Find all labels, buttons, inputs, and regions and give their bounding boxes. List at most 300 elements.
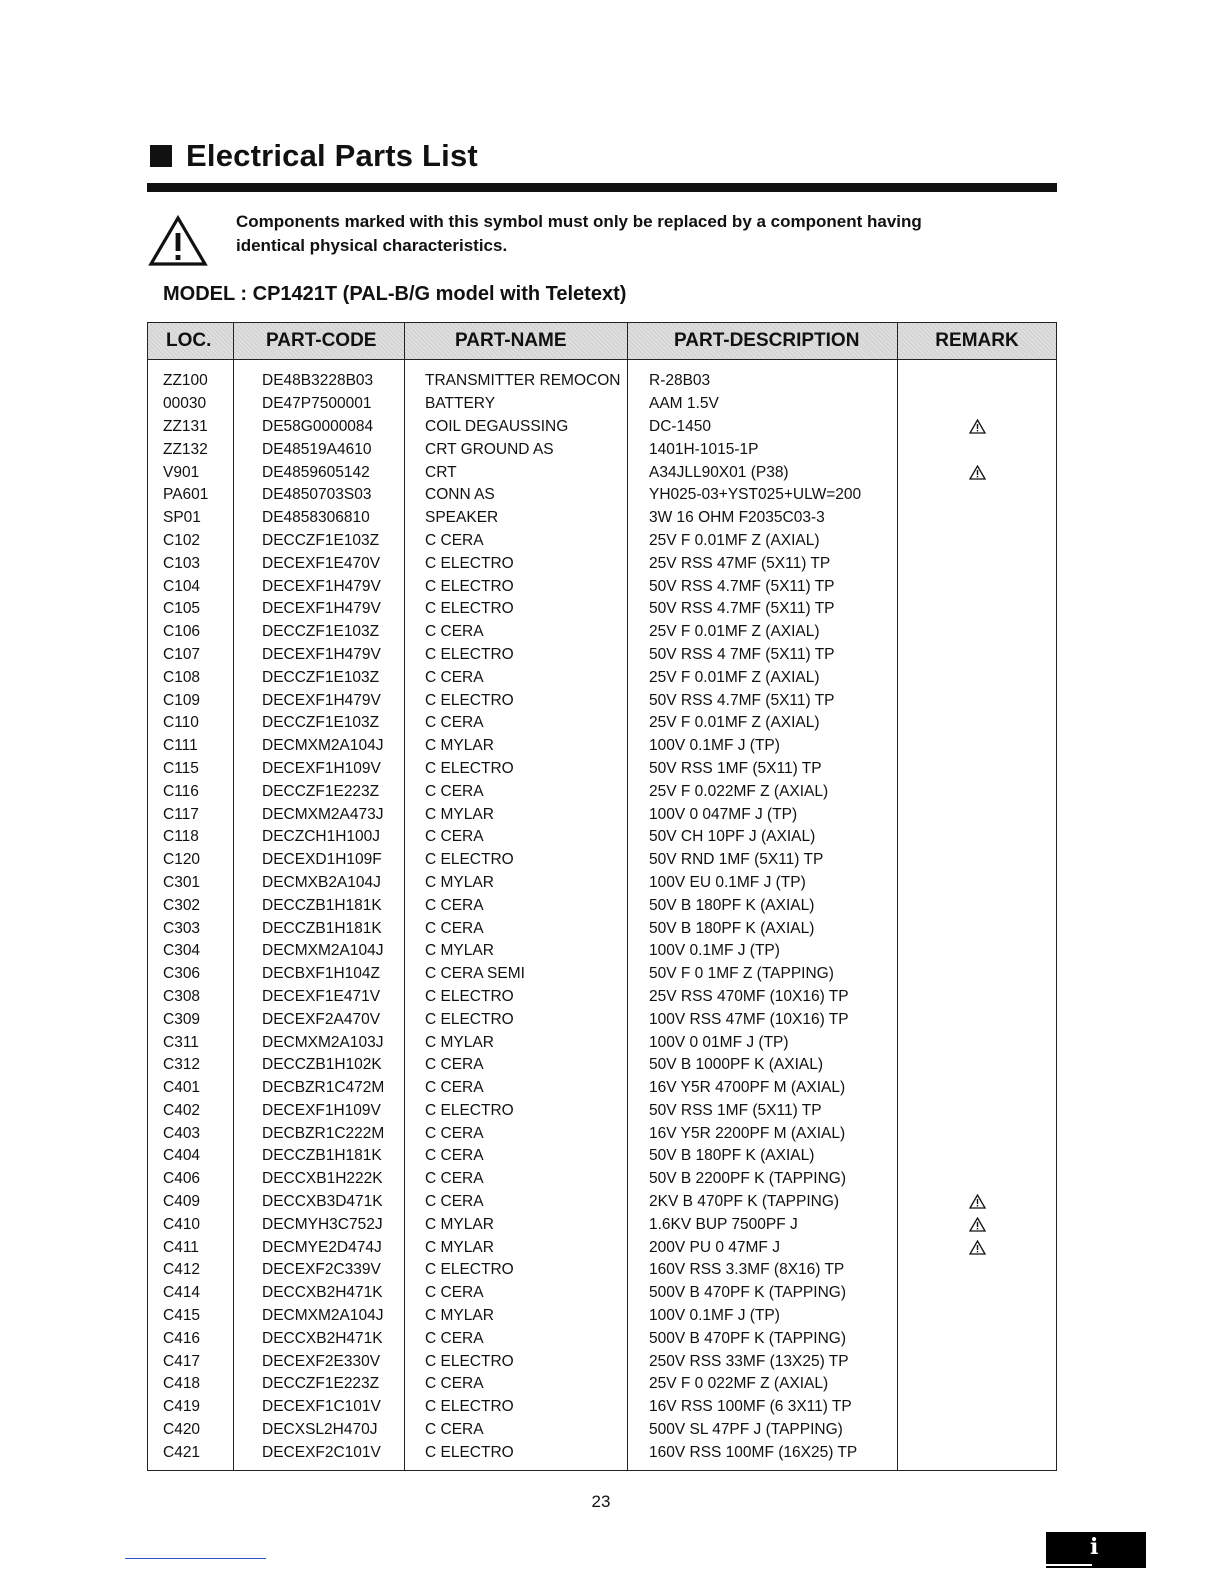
- table-row: [148, 484, 1057, 507]
- part-code: DECMXM2A104J: [234, 940, 405, 963]
- part-name: SPEAKER: [405, 507, 628, 530]
- part-loc: C410: [163, 1215, 201, 1233]
- table-row: [148, 1441, 1057, 1470]
- part-loc: C401: [163, 1079, 201, 1097]
- part-remark: [898, 666, 1057, 689]
- part-code: DECCZF1E223Z: [234, 780, 405, 803]
- part-remark: [898, 1031, 1057, 1054]
- part-name: C CERA: [405, 1145, 628, 1168]
- part-loc: ZZ100: [163, 372, 208, 390]
- part-remark: [898, 1077, 1057, 1100]
- part-name: C ELECTRO: [405, 849, 628, 872]
- part-code: DECMXM2A473J: [234, 803, 405, 826]
- part-code: DECEXF1H479V: [234, 689, 405, 712]
- part-description: 200V PU 0 47MF J: [628, 1236, 898, 1259]
- part-remark: [898, 360, 1057, 393]
- column-header-loc: LOC.: [148, 323, 234, 360]
- part-description: 50V RSS 4.7MF (5X11) TP: [628, 575, 898, 598]
- part-name: C ELECTRO: [405, 986, 628, 1009]
- part-loc: C109: [163, 691, 201, 709]
- table-row: [148, 712, 1057, 735]
- part-remark: [898, 940, 1057, 963]
- part-code: DECCZB1H181K: [234, 917, 405, 940]
- part-name: C CERA: [405, 917, 628, 940]
- part-remark: [898, 1145, 1057, 1168]
- table-row: [148, 644, 1057, 667]
- part-loc: C415: [163, 1307, 201, 1325]
- part-description: 50V RSS 1MF (5X11) TP: [628, 758, 898, 781]
- table-row: [148, 849, 1057, 872]
- part-description: 25V F 0.01MF Z (AXIAL): [628, 530, 898, 553]
- part-code: DECEXF2C339V: [234, 1259, 405, 1282]
- table-row: [148, 1259, 1057, 1282]
- part-code: DECMXM2A104J: [234, 735, 405, 758]
- part-remark: [898, 1191, 1057, 1214]
- table-row: [148, 393, 1057, 416]
- part-remark: [898, 986, 1057, 1009]
- part-name: C ELECTRO: [405, 552, 628, 575]
- part-description: 500V SL 47PF J (TAPPING): [628, 1419, 898, 1442]
- part-name: C ELECTRO: [405, 1396, 628, 1419]
- part-code: DECEXF1H479V: [234, 644, 405, 667]
- part-name: C ELECTRO: [405, 1350, 628, 1373]
- part-remark: [898, 1054, 1057, 1077]
- table-row: [148, 940, 1057, 963]
- part-name: COIL DEGAUSSING: [405, 416, 628, 439]
- part-description: 25V F 0.01MF Z (AXIAL): [628, 666, 898, 689]
- part-loc: C104: [163, 577, 201, 595]
- part-description: 50V B 180PF K (AXIAL): [628, 917, 898, 940]
- part-loc: C421: [163, 1443, 201, 1461]
- part-remark: [898, 1122, 1057, 1145]
- part-loc: C404: [163, 1147, 201, 1165]
- part-description: 1401H-1015-1P: [628, 438, 898, 461]
- part-description: 160V RSS 100MF (16X25) TP: [628, 1441, 898, 1470]
- part-description: 25V F 0 022MF Z (AXIAL): [628, 1373, 898, 1396]
- table-row: [148, 1054, 1057, 1077]
- part-description: 50V RSS 4.7MF (5X11) TP: [628, 689, 898, 712]
- table-row: [148, 1145, 1057, 1168]
- part-loc: C116: [163, 782, 199, 800]
- part-code: DECBZR1C472M: [234, 1077, 405, 1100]
- safety-warning-icon: [969, 419, 986, 434]
- part-loc: C103: [163, 554, 201, 572]
- part-code: DECMXM2A104J: [234, 1305, 405, 1328]
- part-loc: C117: [163, 805, 199, 823]
- part-description: 25V RSS 470MF (10X16) TP: [628, 986, 898, 1009]
- part-description: 160V RSS 3.3MF (8X16) TP: [628, 1259, 898, 1282]
- part-name: C CERA: [405, 826, 628, 849]
- column-header-part-code: PART-CODE: [234, 323, 405, 360]
- part-description: 100V EU 0.1MF J (TP): [628, 872, 898, 895]
- table-header-row: [148, 323, 1057, 360]
- warning-triangle-icon: [148, 215, 208, 267]
- part-description: 100V 0.1MF J (TP): [628, 940, 898, 963]
- part-remark: [898, 507, 1057, 530]
- part-name: C ELECTRO: [405, 689, 628, 712]
- part-remark: [898, 758, 1057, 781]
- part-loc: C102: [163, 531, 201, 549]
- part-name: CONN AS: [405, 484, 628, 507]
- part-loc: C302: [163, 896, 201, 914]
- part-remark: [898, 484, 1057, 507]
- table-row: [148, 826, 1057, 849]
- part-description: 50V B 1000PF K (AXIAL): [628, 1054, 898, 1077]
- part-loc: C312: [163, 1056, 201, 1074]
- table-row: [148, 917, 1057, 940]
- table-row: [148, 507, 1057, 530]
- part-name: C CERA: [405, 1419, 628, 1442]
- part-description: 250V RSS 33MF (13X25) TP: [628, 1350, 898, 1373]
- part-description: 100V RSS 47MF (10X16) TP: [628, 1008, 898, 1031]
- part-code: DECEXF1H479V: [234, 575, 405, 598]
- part-name: C MYLAR: [405, 803, 628, 826]
- column-header-part-description: PART-DESCRIPTION: [628, 323, 898, 360]
- part-loc: C108: [163, 668, 201, 686]
- part-remark: [898, 575, 1057, 598]
- part-remark: [898, 552, 1057, 575]
- part-code: DECEXF1E470V: [234, 552, 405, 575]
- part-loc: C304: [163, 942, 201, 960]
- part-remark: [898, 1213, 1057, 1236]
- part-code: DE4859605142: [234, 461, 405, 484]
- part-remark: [898, 803, 1057, 826]
- part-remark: [898, 826, 1057, 849]
- model-heading: MODEL : CP1421T (PAL-B/G model with Teletext): [163, 283, 627, 305]
- part-description: 16V RSS 100MF (6 3X11) TP: [628, 1396, 898, 1419]
- part-description: 16V Y5R 2200PF M (AXIAL): [628, 1122, 898, 1145]
- part-loc: C418: [163, 1375, 201, 1393]
- part-loc: ZZ131: [163, 417, 208, 435]
- part-loc: PA601: [163, 486, 209, 504]
- part-description: 25V F 0.01MF Z (AXIAL): [628, 621, 898, 644]
- table-row: [148, 894, 1057, 917]
- table-row: [148, 552, 1057, 575]
- part-description: 16V Y5R 4700PF M (AXIAL): [628, 1077, 898, 1100]
- part-code: DECBZR1C222M: [234, 1122, 405, 1145]
- part-remark: [898, 416, 1057, 439]
- part-code: DECCZF1E103Z: [234, 666, 405, 689]
- part-code: DECCXB1H222K: [234, 1168, 405, 1191]
- part-loc: C414: [163, 1284, 201, 1302]
- part-code: DECEXF1H479V: [234, 598, 405, 621]
- table-row: [148, 803, 1057, 826]
- part-description: 3W 16 OHM F2035C03-3: [628, 507, 898, 530]
- table-row: [148, 416, 1057, 439]
- part-remark: [898, 461, 1057, 484]
- part-description: 100V 0.1MF J (TP): [628, 735, 898, 758]
- table-row: [148, 986, 1057, 1009]
- part-loc: C120: [163, 851, 201, 869]
- part-code: DECCZB1H181K: [234, 894, 405, 917]
- part-remark: [898, 712, 1057, 735]
- part-description: R-28B03: [628, 360, 898, 393]
- part-name: C ELECTRO: [405, 598, 628, 621]
- part-loc: C107: [163, 645, 201, 663]
- part-description: YH025-03+YST025+ULW=200: [628, 484, 898, 507]
- part-remark: [898, 689, 1057, 712]
- part-loc: ZZ132: [163, 440, 208, 458]
- part-code: DECMXM2A103J: [234, 1031, 405, 1054]
- part-name: BATTERY: [405, 393, 628, 416]
- part-remark: [898, 1282, 1057, 1305]
- part-name: C CERA: [405, 530, 628, 553]
- part-remark: [898, 735, 1057, 758]
- part-code: DE4850703S03: [234, 484, 405, 507]
- table-row: [148, 1236, 1057, 1259]
- part-name: C CERA: [405, 1168, 628, 1191]
- part-name: C CERA: [405, 712, 628, 735]
- table-row: [148, 666, 1057, 689]
- part-name: C CERA: [405, 780, 628, 803]
- footer-link-underline: [125, 1558, 266, 1559]
- part-remark: [898, 1168, 1057, 1191]
- part-code: DECEXF2A470V: [234, 1008, 405, 1031]
- part-code: DECEXF1C101V: [234, 1396, 405, 1419]
- table-row: [148, 1305, 1057, 1328]
- part-description: 500V B 470PF K (TAPPING): [628, 1282, 898, 1305]
- table-row: [148, 1100, 1057, 1123]
- part-code: DECCZB1H181K: [234, 1145, 405, 1168]
- part-name: C ELECTRO: [405, 644, 628, 667]
- table-row: [148, 1031, 1057, 1054]
- part-remark: [898, 1373, 1057, 1396]
- part-code: DECEXD1H109F: [234, 849, 405, 872]
- part-description: 25V RSS 47MF (5X11) TP: [628, 552, 898, 575]
- part-code: DE48B3228B03: [234, 360, 405, 393]
- part-name: C MYLAR: [405, 872, 628, 895]
- part-loc: C311: [163, 1033, 199, 1051]
- safety-warning-text: [236, 210, 922, 258]
- part-description: 2KV B 470PF K (TAPPING): [628, 1191, 898, 1214]
- part-loc: C406: [163, 1170, 201, 1188]
- part-code: DECCZF1E103Z: [234, 530, 405, 553]
- part-name: C MYLAR: [405, 735, 628, 758]
- part-code: DECMYH3C752J: [234, 1213, 405, 1236]
- part-description: 100V 0.1MF J (TP): [628, 1305, 898, 1328]
- part-loc: C110: [163, 714, 199, 732]
- part-description: 50V B 180PF K (AXIAL): [628, 1145, 898, 1168]
- part-loc: C419: [163, 1398, 201, 1416]
- table-row: [148, 780, 1057, 803]
- part-remark: [898, 1259, 1057, 1282]
- part-name: C ELECTRO: [405, 1100, 628, 1123]
- part-name: C CERA: [405, 1077, 628, 1100]
- part-code: DECCZF1E103Z: [234, 712, 405, 735]
- column-header-part-name: PART-NAME: [405, 323, 628, 360]
- part-description: AAM 1.5V: [628, 393, 898, 416]
- part-remark: [898, 1305, 1057, 1328]
- table-row: [148, 1077, 1057, 1100]
- corner-index-tab-strip: [1046, 1564, 1092, 1566]
- part-code: DECEXF1H109V: [234, 758, 405, 781]
- part-code: DE48519A4610: [234, 438, 405, 461]
- part-name: C ELECTRO: [405, 575, 628, 598]
- part-remark: [898, 1441, 1057, 1470]
- part-code: DECCZB1H102K: [234, 1054, 405, 1077]
- part-loc: C416: [163, 1329, 201, 1347]
- table-row: [148, 689, 1057, 712]
- part-loc: C106: [163, 623, 201, 641]
- part-remark: [898, 1396, 1057, 1419]
- part-name: CRT: [405, 461, 628, 484]
- part-description: 50V F 0 1MF Z (TAPPING): [628, 963, 898, 986]
- part-remark: [898, 1008, 1057, 1031]
- part-loc: C306: [163, 965, 201, 983]
- table-row: [148, 1168, 1057, 1191]
- part-description: 100V 0 047MF J (TP): [628, 803, 898, 826]
- part-description: DC-1450: [628, 416, 898, 439]
- title-rule: [147, 183, 1057, 192]
- part-loc: C403: [163, 1124, 201, 1142]
- part-name: C ELECTRO: [405, 1008, 628, 1031]
- table-row: [148, 360, 1057, 393]
- part-code: DECEXF1E471V: [234, 986, 405, 1009]
- table-row: [148, 1122, 1057, 1145]
- page-number: 23: [591, 1492, 611, 1511]
- table-row: [148, 1419, 1057, 1442]
- part-code: DECMYE2D474J: [234, 1236, 405, 1259]
- table-row: [148, 575, 1057, 598]
- part-description: 50V CH 10PF J (AXIAL): [628, 826, 898, 849]
- part-name: C CERA: [405, 894, 628, 917]
- part-loc: C308: [163, 987, 201, 1005]
- part-loc: C303: [163, 919, 201, 937]
- part-name: C MYLAR: [405, 1031, 628, 1054]
- part-loc: C301: [163, 873, 201, 891]
- corner-index-tab-label: i: [1090, 1534, 1099, 1560]
- title-bullet-square: [150, 145, 172, 167]
- part-remark: [898, 621, 1057, 644]
- safety-warning-icon: [969, 1194, 986, 1209]
- safety-warning-icon: [969, 465, 986, 480]
- table-row: [148, 598, 1057, 621]
- table-row: [148, 438, 1057, 461]
- part-code: DECEXF2E330V: [234, 1350, 405, 1373]
- part-description: 50V RSS 4.7MF (5X11) TP: [628, 598, 898, 621]
- part-loc: C412: [163, 1261, 201, 1279]
- part-code: DECEXF1H109V: [234, 1100, 405, 1123]
- part-description: 50V B 180PF K (AXIAL): [628, 894, 898, 917]
- part-code: DECCXB2H471K: [234, 1282, 405, 1305]
- part-name: C ELECTRO: [405, 758, 628, 781]
- part-remark: [898, 780, 1057, 803]
- table-row: [148, 621, 1057, 644]
- table-row: [148, 530, 1057, 553]
- part-name: C CERA: [405, 1054, 628, 1077]
- part-code: DE4858306810: [234, 507, 405, 530]
- column-header-remark: REMARK: [898, 323, 1057, 360]
- part-remark: [898, 598, 1057, 621]
- part-remark: [898, 1100, 1057, 1123]
- safety-warning-icon: [969, 1240, 986, 1255]
- part-remark: [898, 644, 1057, 667]
- table-row: [148, 1282, 1057, 1305]
- part-remark: [898, 849, 1057, 872]
- part-remark: [898, 1236, 1057, 1259]
- part-code: DECZCH1H100J: [234, 826, 405, 849]
- part-code: DECCXB2H471K: [234, 1327, 405, 1350]
- table-row: [148, 1327, 1057, 1350]
- part-code: DE58G0000084: [234, 416, 405, 439]
- part-remark: [898, 872, 1057, 895]
- warning-line-1: Components marked with this symbol must only be replaced by a component having: [236, 212, 922, 231]
- part-loc: C111: [163, 737, 198, 755]
- part-code: DECCZF1E103Z: [234, 621, 405, 644]
- table-row: [148, 1396, 1057, 1419]
- part-name: C CERA: [405, 1282, 628, 1305]
- part-loc: V901: [163, 463, 200, 481]
- part-name: CRT GROUND AS: [405, 438, 628, 461]
- part-remark: [898, 530, 1057, 553]
- part-code: DE47P7500001: [234, 393, 405, 416]
- safety-warning-icon: [969, 1217, 986, 1232]
- table-row: [148, 461, 1057, 484]
- part-name: C CERA: [405, 1327, 628, 1350]
- table-row: [148, 1373, 1057, 1396]
- part-remark: [898, 963, 1057, 986]
- part-name: TRANSMITTER REMOCON: [405, 360, 628, 393]
- part-loc: C409: [163, 1193, 201, 1211]
- part-name: C MYLAR: [405, 1213, 628, 1236]
- part-description: 50V RND 1MF (5X11) TP: [628, 849, 898, 872]
- parts-table: [147, 322, 1057, 1471]
- parts-table-body: [148, 360, 1057, 1471]
- part-name: C CERA: [405, 621, 628, 644]
- title-row: [150, 138, 478, 174]
- table-row: [148, 963, 1057, 986]
- part-code: DECMXB2A104J: [234, 872, 405, 895]
- part-name: C CERA: [405, 1373, 628, 1396]
- part-loc: C118: [163, 828, 199, 846]
- part-description: 50V RSS 1MF (5X11) TP: [628, 1100, 898, 1123]
- part-code: DECEXF2C101V: [234, 1441, 405, 1470]
- part-remark: [898, 1327, 1057, 1350]
- part-loc: C411: [163, 1238, 199, 1256]
- part-loc: C115: [163, 759, 199, 777]
- part-code: DECXSL2H470J: [234, 1419, 405, 1442]
- part-loc: 00030: [163, 395, 207, 413]
- table-row: [148, 1350, 1057, 1373]
- part-name: C MYLAR: [405, 1236, 628, 1259]
- part-code: DECBXF1H104Z: [234, 963, 405, 986]
- part-name: C CERA SEMI: [405, 963, 628, 986]
- part-remark: [898, 917, 1057, 940]
- part-description: 50V RSS 4 7MF (5X11) TP: [628, 644, 898, 667]
- part-description: A34JLL90X01 (P38): [628, 461, 898, 484]
- part-loc: C417: [163, 1352, 201, 1370]
- table-row: [148, 872, 1057, 895]
- part-code: DECCZF1E223Z: [234, 1373, 405, 1396]
- table-row: [148, 1213, 1057, 1236]
- part-name: C MYLAR: [405, 1305, 628, 1328]
- part-loc: C105: [163, 600, 201, 618]
- part-description: 1.6KV BUP 7500PF J: [628, 1213, 898, 1236]
- part-remark: [898, 1350, 1057, 1373]
- part-description: 25V F 0.022MF Z (AXIAL): [628, 780, 898, 803]
- part-description: 25V F 0.01MF Z (AXIAL): [628, 712, 898, 735]
- part-remark: [898, 1419, 1057, 1442]
- part-description: 100V 0 01MF J (TP): [628, 1031, 898, 1054]
- part-name: C ELECTRO: [405, 1441, 628, 1470]
- warning-line-2: identical physical characteristics.: [236, 236, 508, 255]
- table-row: [148, 758, 1057, 781]
- part-loc: C402: [163, 1101, 201, 1119]
- part-loc: C420: [163, 1421, 201, 1439]
- table-row: [148, 1191, 1057, 1214]
- part-name: C ELECTRO: [405, 1259, 628, 1282]
- part-remark: [898, 393, 1057, 416]
